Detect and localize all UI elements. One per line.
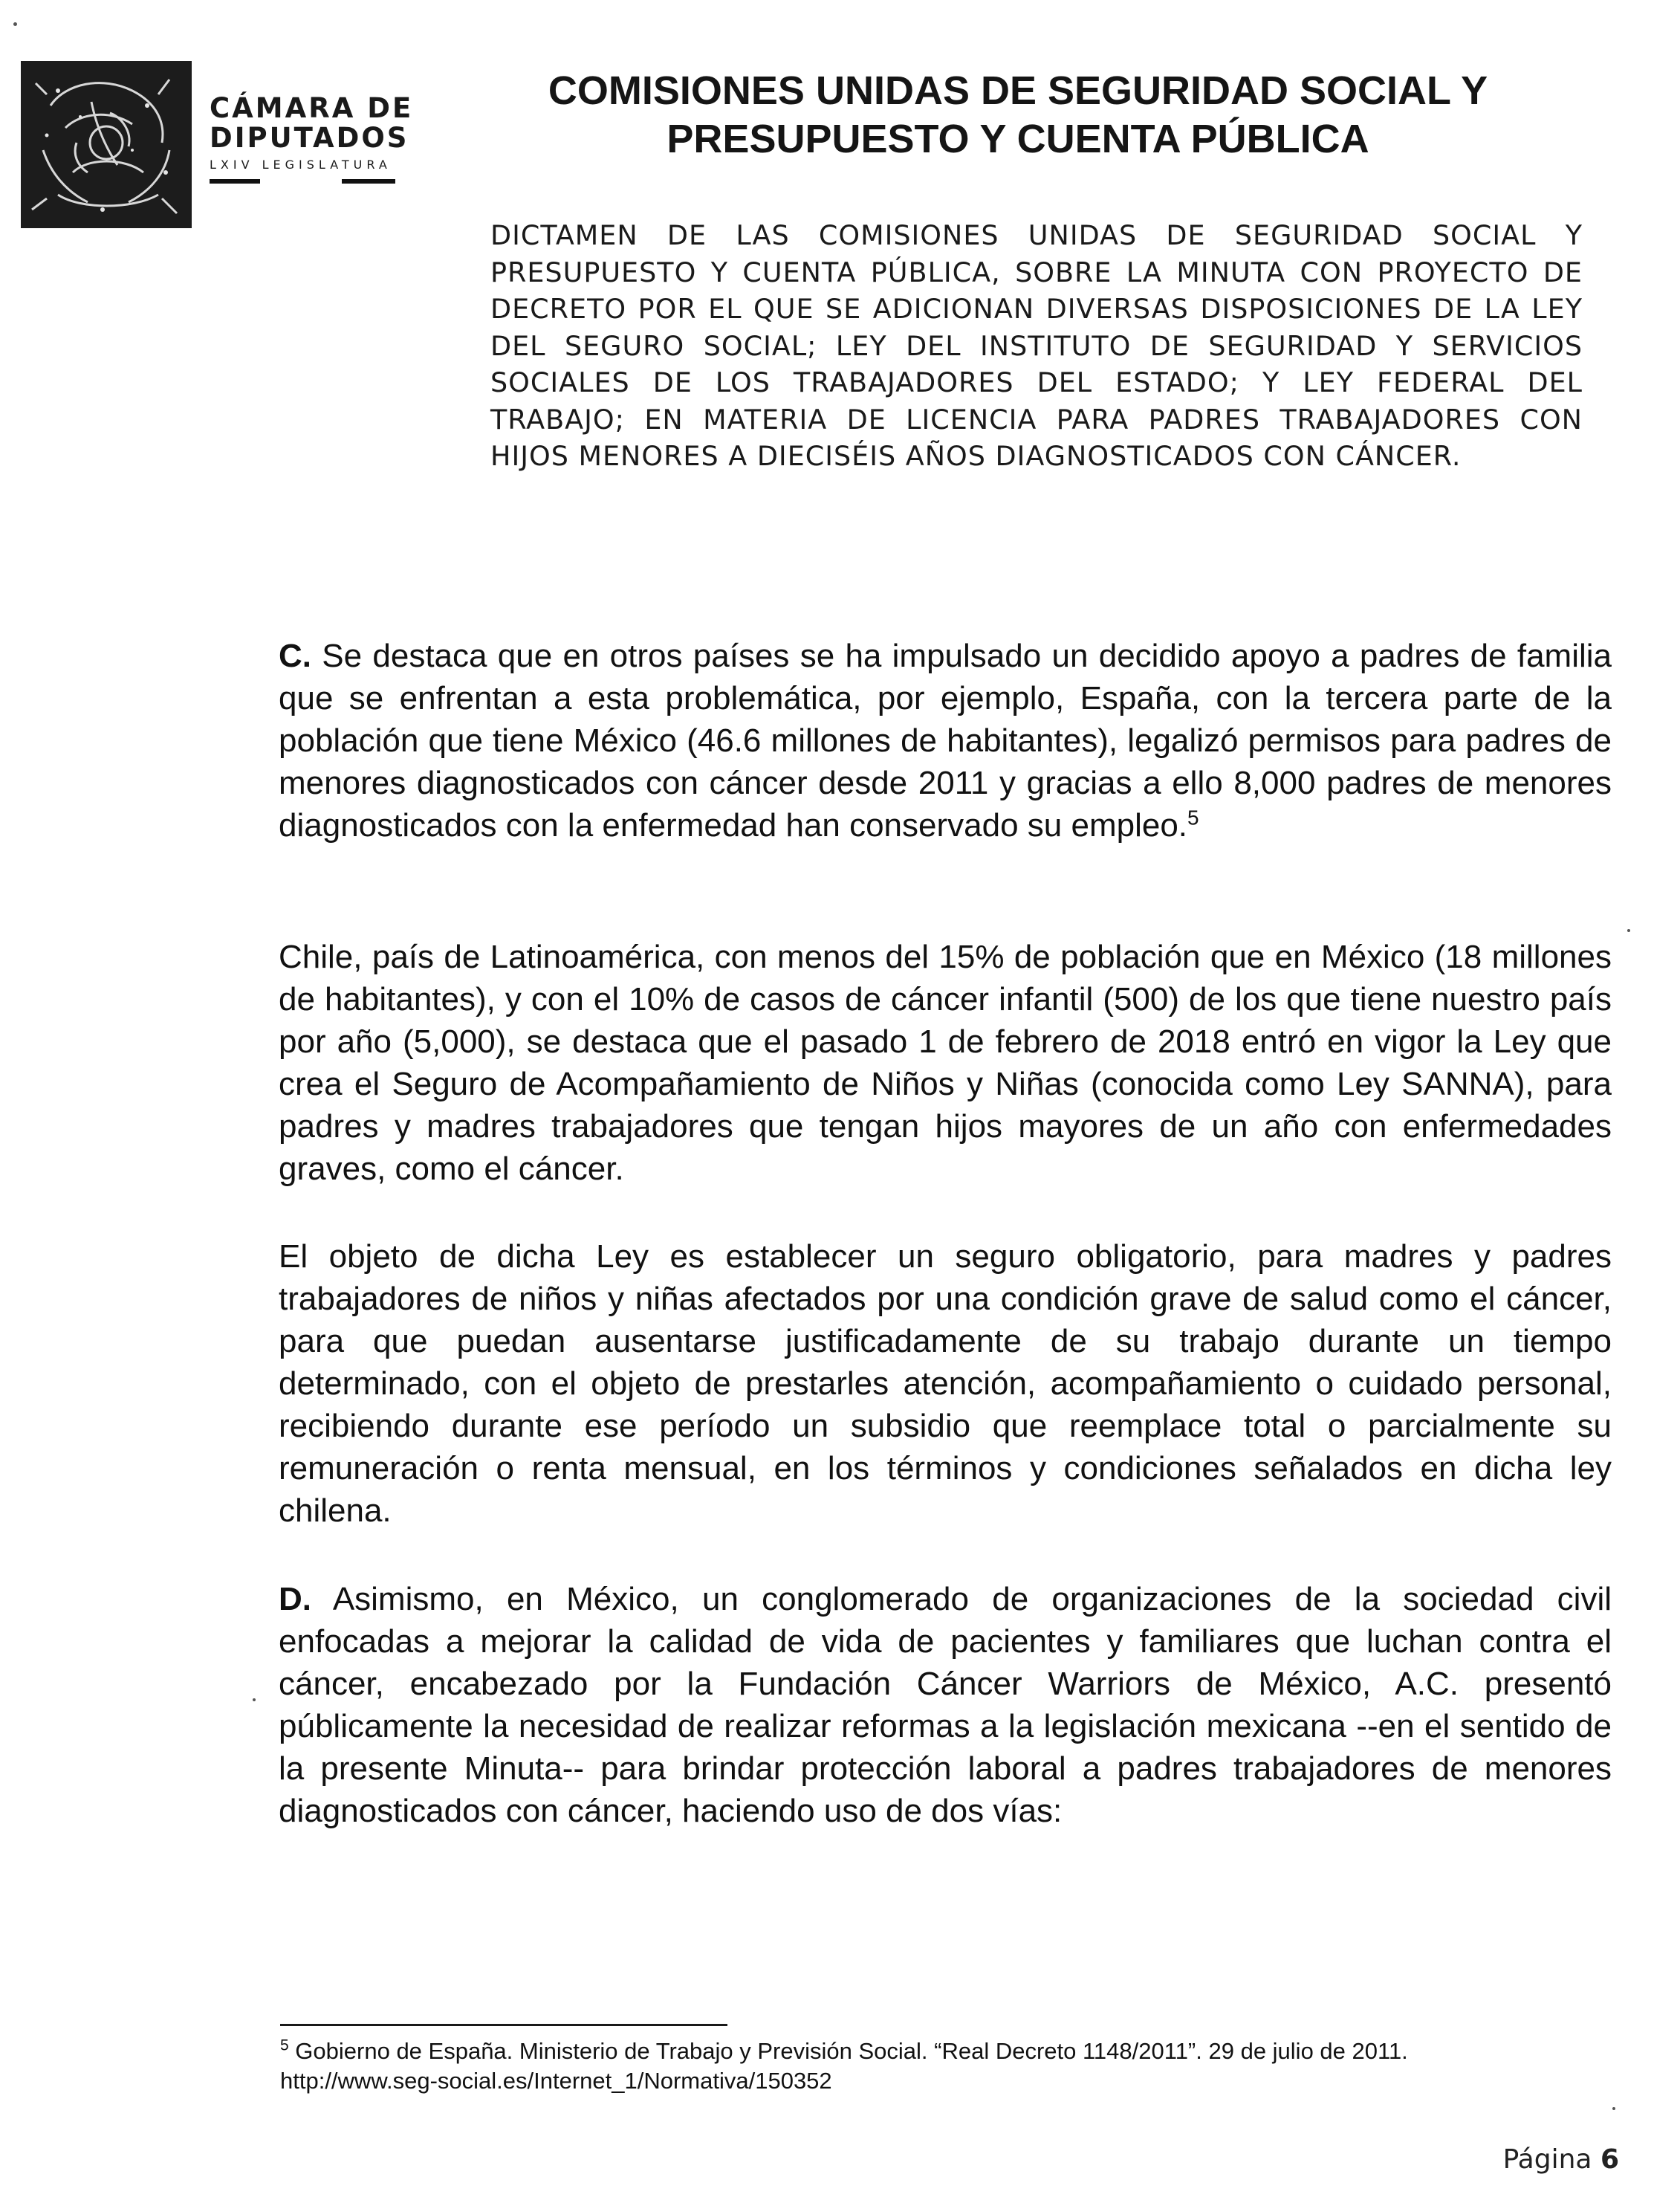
document-title-line1: COMISIONES UNIDAS DE SEGURIDAD SOCIAL Y — [548, 68, 1488, 113]
institution-logo — [21, 61, 414, 232]
document-title — [461, 67, 1575, 164]
institution-name-line1: CÁMARA DE — [210, 92, 414, 124]
paragraph-c-text: Se destaca que en otros países se ha impulsado un decidido apoyo a padres de familia que se enfrentan a esta problemática, por ejemplo, España, con la tercera parte de la población que tiene México (46.6 millones de habitantes), legalizó permisos para padres de menores diagnosticados con cáncer desde 2011 y gracias a ello 8,000 padres de menores diagnosticados con la enfermedad han conservado su empleo. — [279, 638, 1612, 844]
page-number-value: 6 — [1600, 2144, 1619, 2175]
page-number-label: Página — [1502, 2144, 1592, 2175]
scan-speck — [1627, 929, 1630, 932]
scan-speck — [1612, 2107, 1615, 2110]
institution-name — [210, 94, 413, 185]
paragraph-ley-objeto: El objeto de dicha Ley es establecer un seguro obligatorio, para madres y padres trabajadores de niños y niñas afectados por una condición grave de salud como el cáncer, para que puedan ausentarse justificadamente de su trabajo durante un tiempo determinado, con el objeto de prestarles atención, acompañamiento o cuidado personal, recibiendo durante ese período un subsidio que reemplace total o parcialmente su remuneración o renta mensual, en los términos y condiciones señalados en dicha ley chilena. — [279, 1238, 1612, 1529]
document-title-line2: PRESUPUESTO Y CUENTA PÚBLICA — [667, 117, 1369, 161]
scan-speck — [253, 1698, 256, 1701]
legislature-label: LXIV LEGISLATURA — [210, 158, 392, 172]
paragraph-d-label: D. — [279, 1581, 311, 1617]
footnote-citation — [280, 2036, 1632, 2066]
logo-decorative-bars — [210, 179, 395, 185]
footnote-number: 5 — [280, 2036, 289, 2054]
footnote — [280, 2036, 1632, 2096]
footnote-url: http://www.seg-social.es/Internet_1/Normativa/150352 — [280, 2068, 832, 2094]
paragraph-chile: Chile, país de Latinoamérica, con menos del 15% de población que en México (18 millones de habitantes), y con el 10% de casos de cáncer infantil (500) de los que tiene nuestro país por año (5,000), se destaca que el pasado 1 de febrero de 2018 entró en vigor la Ley que crea el Seguro de Acompañamiento de Niños y Niñas (conocida como Ley SANNA), para padres y madres trabajadores que tengan hijos mayores de un año con enfermedades graves, como el cáncer. — [279, 939, 1612, 1187]
dictamen-heading: DICTAMEN DE LAS COMISIONES UNIDAS DE SEGURIDAD SOCIAL Y PRESUPUESTO Y CUENTA PÚBLICA, SOBRE LA MINUTA CON PROYECTO DE DECRETO POR EL QUE SE ADICIONAN DIVERSAS DISPOSICIONES DE LA LEY DEL SEGURO SOCIAL; LEY DEL INSTITUTO DE SEGURIDAD Y SERVICIOS SOCIALES DE LOS TRABAJADORES DEL ESTADO; Y LEY FEDERAL DEL TRABAJO; EN MATERIA DE LICENCIA PARA PADRES TRABAJADORES CON HIJOS MENORES A DIECISÉIS AÑOS DIAGNOSTICADOS CON CÁNCER. — [490, 219, 1583, 472]
institution-name-line2: DIPUTADOS — [210, 122, 409, 154]
paragraph-c-label: C. — [279, 638, 311, 674]
mexican-coat-of-arms-icon — [21, 61, 192, 228]
scan-speck — [13, 22, 17, 26]
footnote-reference: 5 — [1187, 806, 1199, 829]
paragraph-d-text: Asimismo, en México, un conglomerado de organizaciones de la sociedad civil enfocadas a mejorar la calidad de vida de pacientes y familiares que luchan contra el cáncer, encabezado por la Fundación Cáncer Warriors de México, A.C. presentó públicamente la necesidad de realizar reformas a la legislación mexicana --en el sentido de la presente Minuta-- para brindar protección laboral a padres trabajadores de menores diagnosticados con cáncer, haciendo uso de dos vías: — [279, 1581, 1612, 1829]
page-number — [1503, 2144, 1619, 2175]
footnote-text: Gobierno de España. Ministerio de Trabajo y Previsión Social. “Real Decreto 1148/2011”. 29 de julio de 2011. — [288, 2038, 1408, 2064]
paragraph-c — [279, 635, 1612, 847]
footnote-divider — [280, 2024, 727, 2026]
paragraph-d — [279, 1578, 1612, 1832]
